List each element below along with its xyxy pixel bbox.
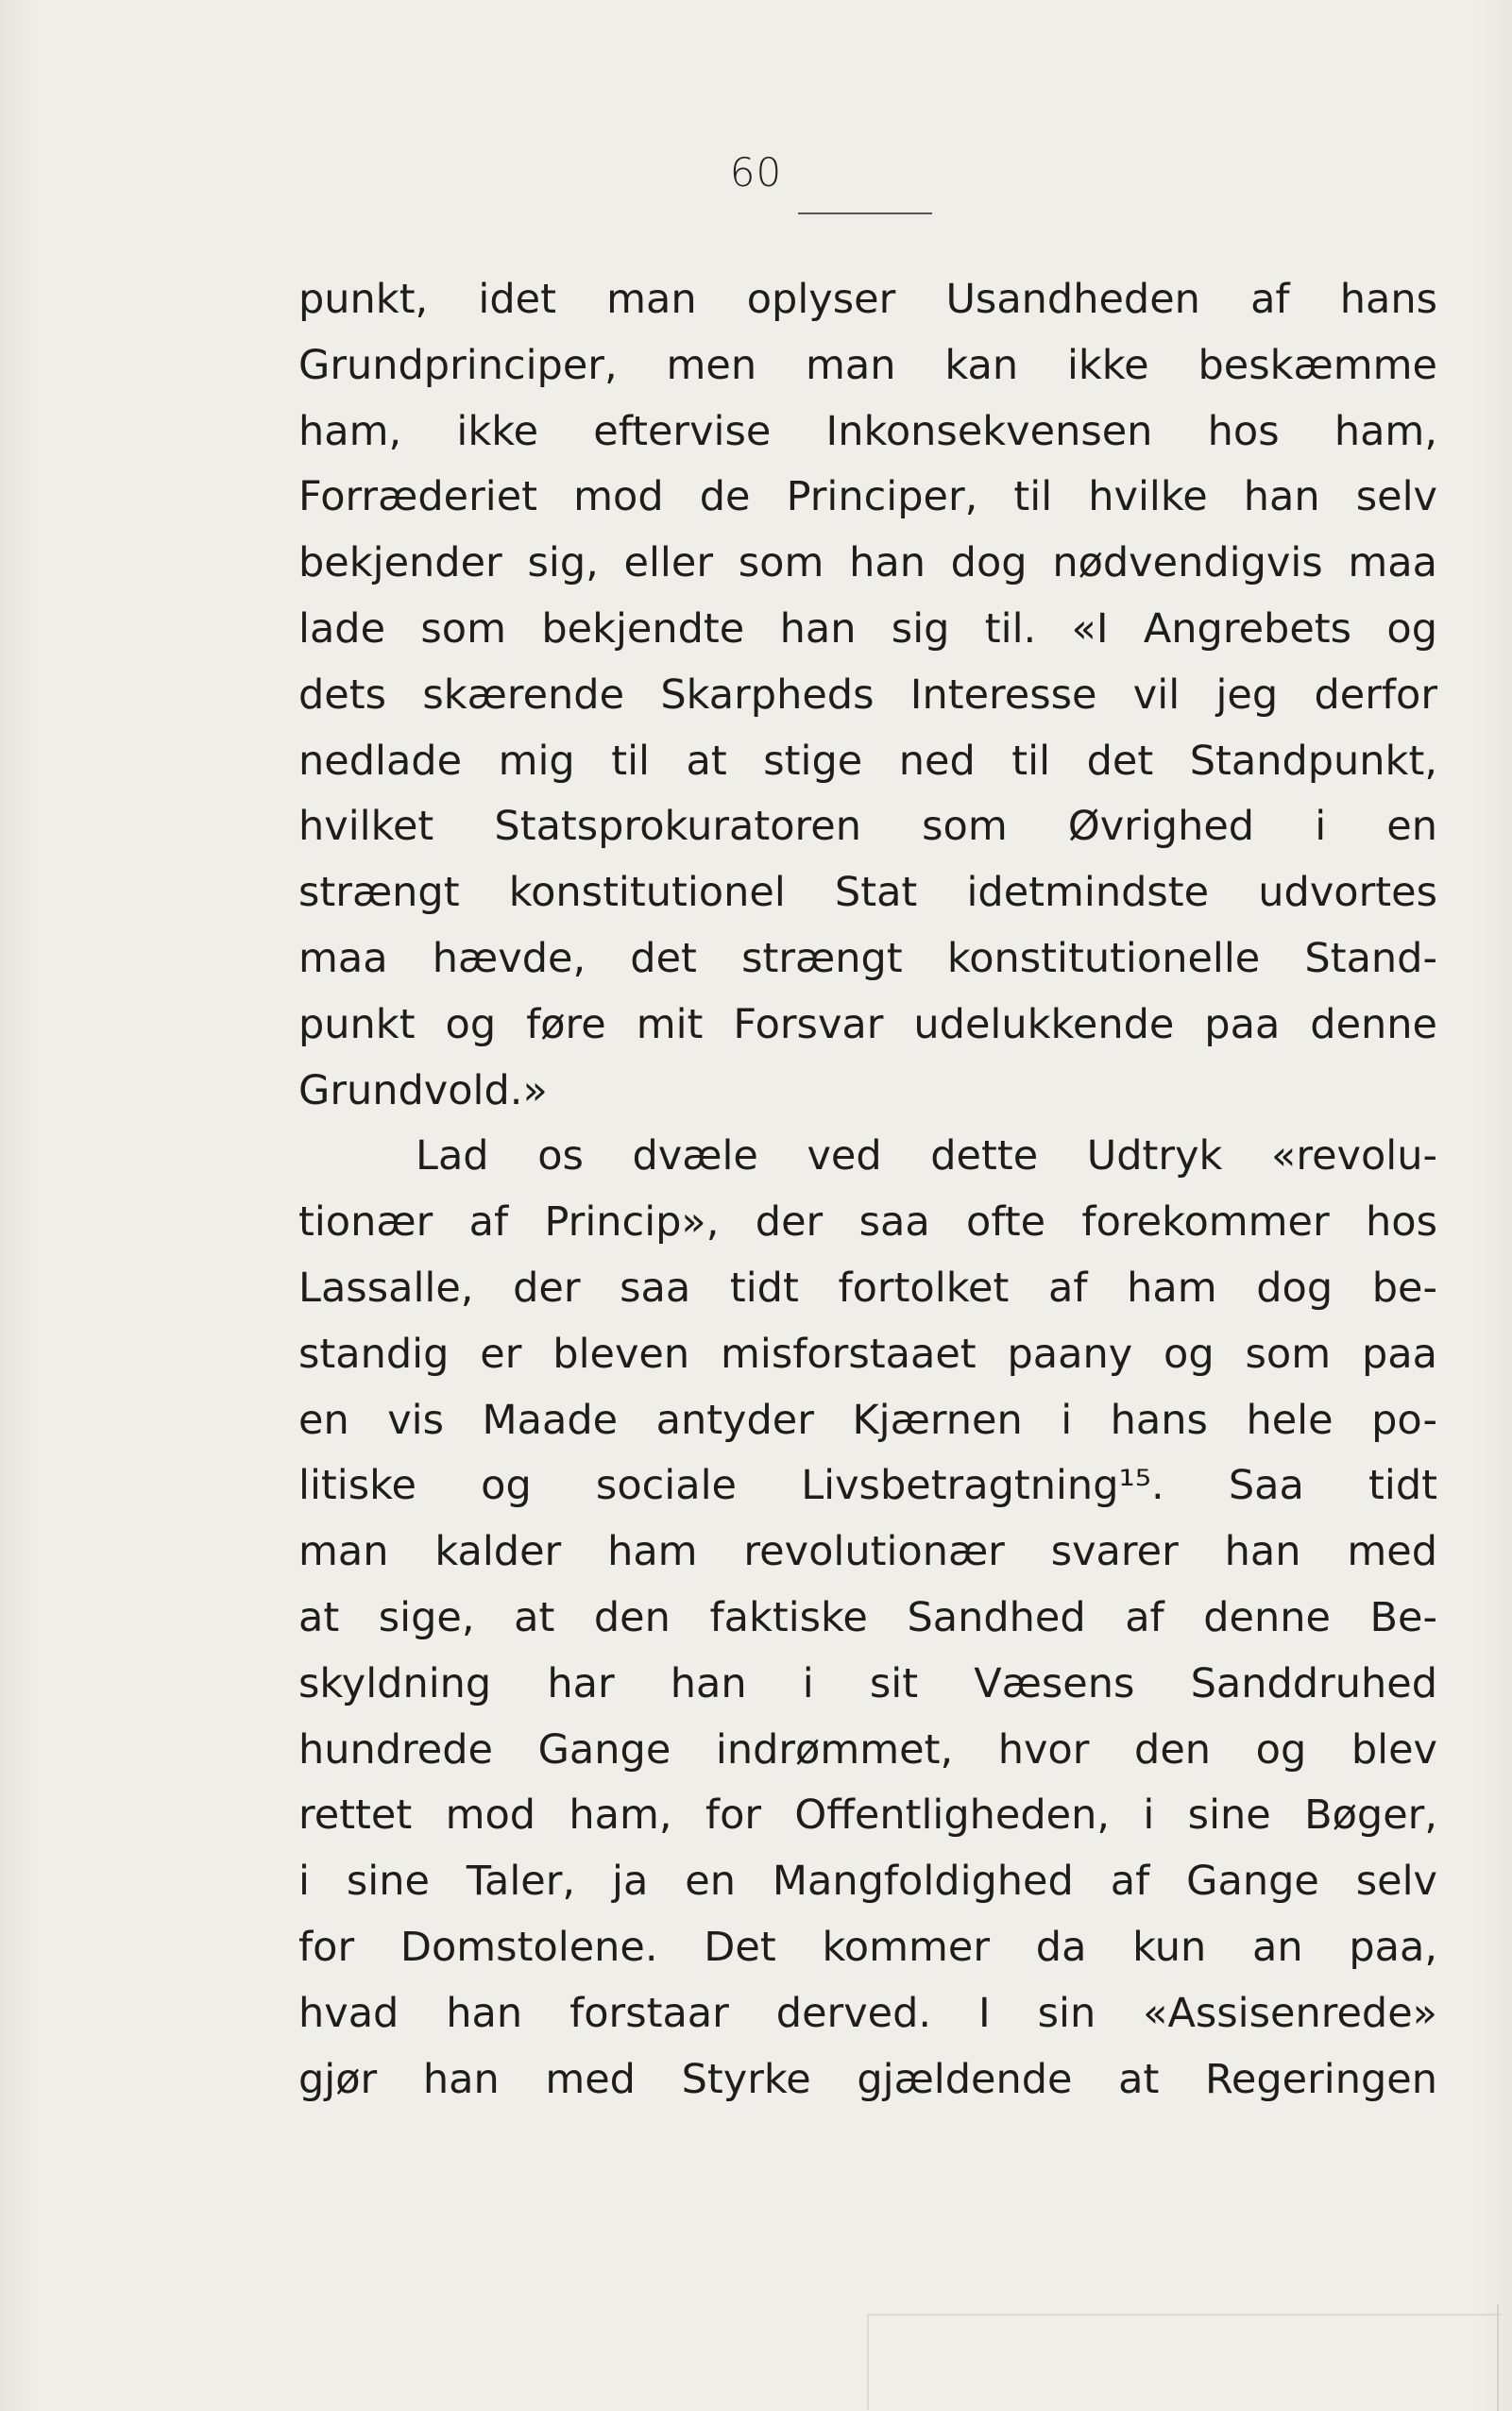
text-line: punkt og føre mit Forsvar udelukkende paa denne xyxy=(298,1000,1437,1048)
paragraph-start-line: Lad os dvæle ved dette Udtryk «revolu- xyxy=(416,1132,1437,1180)
text-line: punkt, idet man oplyser Usandheden af hans xyxy=(298,276,1437,323)
text-line: hvilket Statsprokuratoren som Øvrighed i en xyxy=(298,803,1437,851)
text-line: hundrede Gange indrømmet, hvor den og blev xyxy=(298,1725,1437,1774)
text-line: for Domstolene. Det kommer da kun an paa, xyxy=(298,1923,1437,1971)
text-line: skyldning har han i sit Væsens Sanddruhed xyxy=(298,1659,1437,1707)
text-line: litiske og sociale Livsbetragtning¹⁵. Saa tidt xyxy=(298,1462,1437,1510)
text-line: standig er bleven misforstaaet paany og som paa xyxy=(298,1330,1437,1378)
body-text xyxy=(298,267,1437,2113)
text-line: en vis Maade antyder Kjærnen i hans hele po- xyxy=(298,1396,1437,1444)
text-line: maa hævde, det strængt konstitutionelle Stand- xyxy=(298,934,1437,982)
page-number-rule xyxy=(798,212,932,214)
text-line: tionær af Princip», der saa ofte forekommer hos xyxy=(298,1198,1437,1247)
text-line: dets skærende Skarpheds Interesse vil jeg derfor xyxy=(298,671,1437,719)
text-line: rettet mod ham, for Offentligheden, i sine Bøger, xyxy=(298,1791,1437,1840)
text-line: hvad han forstaar derved. I sin «Assisenrede» xyxy=(298,1989,1437,2037)
paper-edge-mark xyxy=(867,2314,1502,2410)
text-line: nedlade mig til at stige ned til det Standpunkt, xyxy=(298,737,1437,785)
paragraph-end-line: Grundvold.» xyxy=(298,1066,548,1114)
page-number: 60 xyxy=(729,149,783,195)
text-line: lade som bekjendte han sig til. «I Angrebets og xyxy=(298,604,1437,653)
text-line: strængt konstitutionel Stat idetmindste udvortes xyxy=(298,869,1437,917)
text-line: ham, ikke eftervise Inkonsekvensen hos ham, xyxy=(298,407,1437,455)
text-line: bekjender sig, eller som han dog nødvendigvis maa xyxy=(298,539,1437,587)
text-line: man kalder ham revolutionær svarer han med xyxy=(298,1528,1437,1576)
text-line: i sine Taler, ja en Mangfoldighed af Gange selv xyxy=(298,1858,1437,1906)
text-line: gjør han med Styrke gjældende at Regeringen xyxy=(298,2055,1437,2103)
text-line: at sige, at den faktiske Sandhed af denne Be- xyxy=(298,1593,1437,1641)
text-line: Lassalle, der saa tidt fortolket af ham dog be- xyxy=(298,1264,1437,1312)
paper-edge-line xyxy=(1497,2304,1499,2411)
text-line: Grundprinciper, men man kan ikke beskæmme xyxy=(298,341,1437,389)
text-line: Forræderiet mod de Principer, til hvilke han selv xyxy=(298,473,1437,521)
